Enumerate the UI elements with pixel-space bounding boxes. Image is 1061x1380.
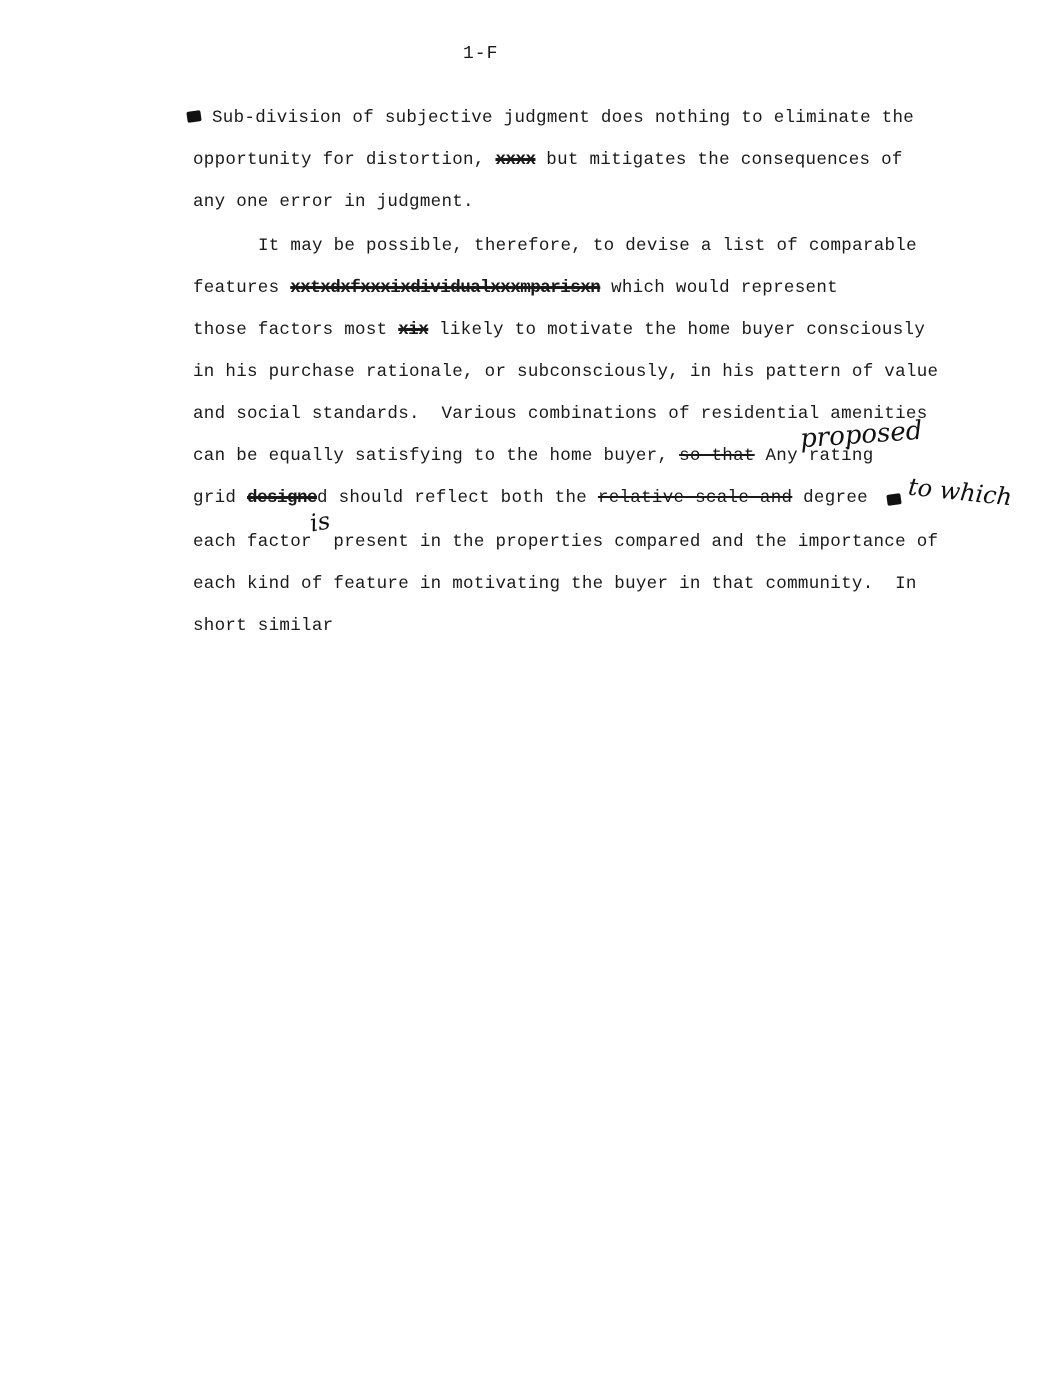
text-line-12: each kind of feature in motivating the buyer in that community. In xyxy=(193,574,917,594)
struck-text: xxtxdxfxxxixdividualxxxmparisxn xyxy=(290,278,601,298)
handwritten-insert-is: is xyxy=(307,506,333,538)
text-line-13: short similar xyxy=(193,616,334,636)
text-line-1: Sub-division of subjective judgment does nothing to eliminate the xyxy=(212,108,915,128)
text-line-11: each factor present in the properties compared and the importance of xyxy=(193,532,939,552)
text-line-10 xyxy=(193,488,868,508)
text-line-3: any one error in judgment. xyxy=(193,192,474,212)
text-segment: Any rating xyxy=(754,446,874,466)
text-line-6 xyxy=(193,320,925,340)
text-segment: can be equally satisfying to the home buyer, xyxy=(193,446,680,466)
text-segment: likely to motivate the home buyer consciously xyxy=(428,320,926,340)
text-segment: degree xyxy=(792,488,868,508)
text-line-4: It may be possible, therefore, to devise a list of comparable xyxy=(258,236,917,256)
text-segment: opportunity for distortion, xyxy=(193,150,496,170)
struck-text: xxxx xyxy=(495,150,536,170)
text-segment: which would represent xyxy=(600,278,838,298)
struck-text: relative scale and xyxy=(597,488,793,508)
ink-blot-mark xyxy=(186,110,201,123)
text-segment: features xyxy=(193,278,291,298)
struck-text: xix xyxy=(398,320,429,340)
text-segment: but mitigates the consequences of xyxy=(535,150,903,170)
text-segment: grid xyxy=(193,488,248,508)
text-line-2 xyxy=(193,150,903,170)
ink-blot-mark xyxy=(886,493,901,506)
text-line-9 xyxy=(193,446,874,466)
handwritten-insert-to-which: to which xyxy=(906,472,1014,512)
text-segment: those factors most xyxy=(193,320,399,340)
text-segment: d should reflect both the xyxy=(317,488,598,508)
text-line-8: and social standards. Various combinations of residential amenities xyxy=(193,404,928,424)
text-line-7: in his purchase rationale, or subconsciously, in his pattern of value xyxy=(193,362,939,382)
page-number: 1-F xyxy=(463,44,499,64)
text-line-5 xyxy=(193,278,838,298)
struck-text: designe xyxy=(247,488,318,508)
struck-text: so that xyxy=(679,446,755,466)
handwritten-insert-proposed: proposed xyxy=(799,415,924,455)
